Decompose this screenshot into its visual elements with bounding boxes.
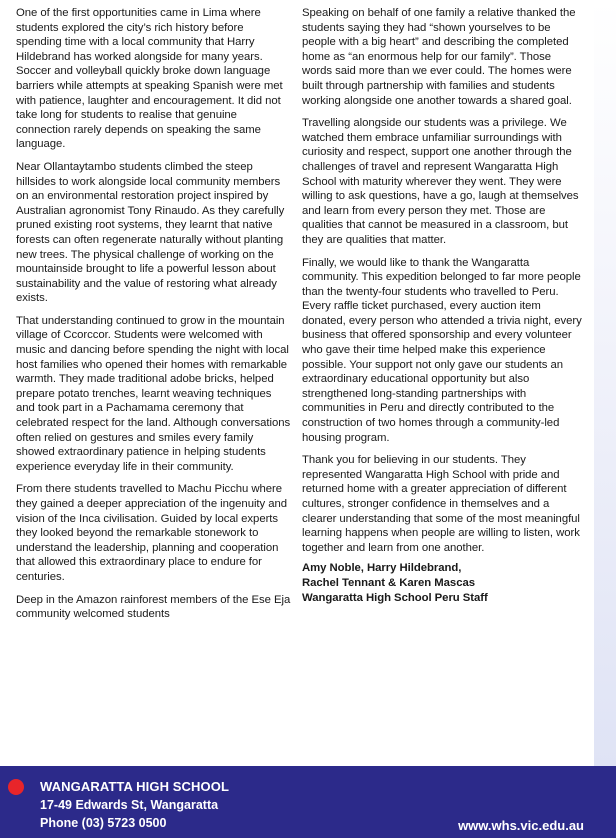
article-paragraph: One of the first opportunities came in Lima where students explored the city’s rich history before spending time with a local community that Harry Hildebrand has worked alongside for many years. Soccer and volleyball quickly broke down language barriers while attempts at speaking Spanish were met with patience, laughter and encouragement. It did not take long for students to realise that genuine connection rarely depends on speaking the same language. [16,7,283,151]
signature-role: Wangaratta High School Peru Staff [302,591,488,604]
school-address: 17-49 Edwards St, Wangaratta [40,798,219,812]
article-paragraph: Travelling alongside our students was a privilege. We watched them embrace unfamiliar surroundings with curiosity and respect, support one another through the challenges of travel and represent Wangaratta High School with maturity wherever they went. They were willing to ask questions, have a go, laugh at themselves and learn from every person they met. Those are qualities that cannot be measured in a classroom, but they are qualities that matter. [302,117,579,246]
signature-names-line-1: Amy Noble, Harry Hildebrand, [302,562,462,575]
school-phone: Phone (03) 5723 0500 [40,816,167,830]
school-website-link[interactable]: www.whs.vic.edu.au [458,818,584,833]
footer-band [0,766,616,838]
red-dot-icon [8,779,24,795]
article-paragraph: Near Ollantaytambo students climbed the steep hillsides to work alongside local community members on an environmental restoration project inspired by Australian agronomist Tony Rinaudo. As they carefully pruned existing root systems, they learnt that native forests can often regenerate naturally without planting new trees. The physical challenge of working on the mountainside brought to life a powerful lesson about sustainability and the value of restoring what already exists. [16,160,285,305]
article-left-column [16,6,292,630]
author-signature [302,561,584,605]
article-paragraph: Thank you for believing in our students. They represented Wangaratta High School with pride and returned home with a greater appreciation of different cultures, stronger confidence in themselves and a clearer understanding that some of the most meaningful learning happens when people are willing to listen, work together and learn from one another. [302,454,580,554]
article-paragraph: That understanding continued to grow in the mountain village of Ccorccor. Students were welcomed with music and dancing before spending the night with local host families who opened their homes with remarkable warmth. They made traditional adobe bricks, helped prepare potato trenches, learnt weaving techniques and took part in a Pachamama ceremony that celebrated respect for the land. Although conversations often relied on gestures and smiles every family showed extraordinary patience in helping students experience everyday life in their community. [16,314,291,473]
article-paragraph: Deep in the Amazon rainforest members of the Ese Eja community welcomed students [16,593,291,621]
page-edge-decoration [594,0,616,766]
article-paragraph: Speaking on behalf of one family a relative thanked the students saying they had “shown yourselves to be people with a big heart” and describing the completed home as “an enormous help for our family”. Those words said more than we ever could. The homes were built through partnership with families and students working alongside one another towards a shared goal. [302,7,576,107]
school-name: WANGARATTA HIGH SCHOOL [40,779,229,794]
article-paragraph: From there students travelled to Machu Picchu where they gained a deeper appreciation of the ingenuity and vision of the Inca civilisation. Guided by local experts they looked beyond the remarkable stonework to understand the leadership, planning and cooperation that allowed this extraordinary place to endure for centuries. [16,483,288,583]
article-paragraph: Finally, we would like to thank the Wangaratta community. This expedition belonged to far more people than the twenty-four students who travelled to Peru. Every raffle ticket purchased, every auction item donated, every person who attended a trivia night, every business that offered sponsorship and every volunteer who gave their time helped make this experience possible. Your support not only gave our students an extraordinary educational opportunity but also strengthened long-standing partnerships with communities in Peru and directly contributed to the construction of two homes through a community-led housing program. [302,256,582,444]
article-right-column [302,6,584,605]
signature-names-line-2: Rachel Tennant & Karen Mascas [302,576,475,589]
